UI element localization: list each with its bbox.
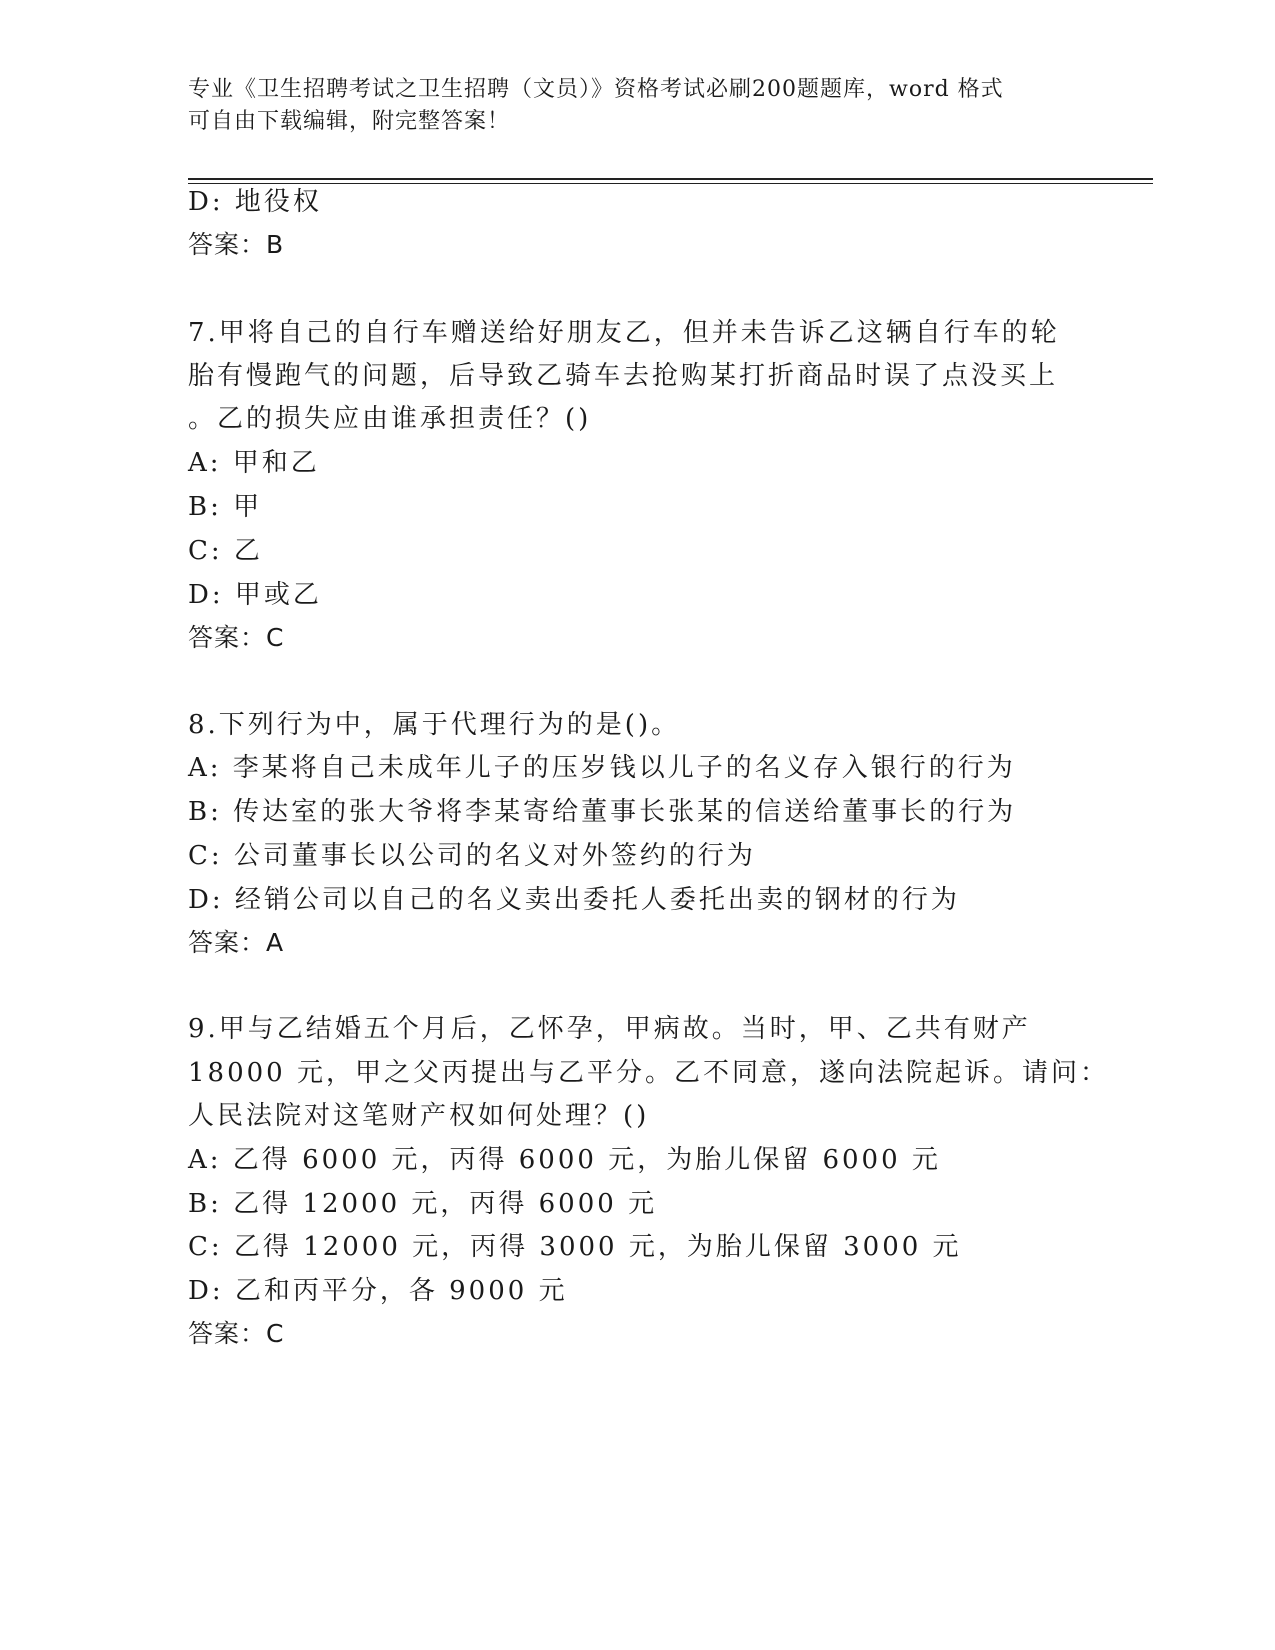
q7-stem-line-1: 7.甲将自己的自行车赠送给好朋友乙，但并未告诉乙这辆自行车的轮 [188,318,1060,348]
q9-option-c: C: 乙得 12000 元，丙得 3000 元，为胎儿保留 3000 元 [188,1232,962,1262]
header-rule-thin [188,183,1153,184]
q9-stem-line-3: 人民法院对这笔财产权如何处理？() [188,1101,650,1131]
q9-option-d: D: 乙和丙平分，各 9000 元 [188,1276,568,1306]
q6-option-d: D: 地役权 [188,187,322,217]
q6-answer: 答案：B [188,230,285,259]
header-title-line-2: 可自由下载编辑，附完整答案！ [188,109,511,134]
q8-option-d: D: 经销公司以自己的名义卖出委托人委托出卖的钢材的行为 [188,885,960,915]
q7-answer: 答案：C [188,623,285,652]
header-rule-thick [188,178,1153,180]
q7-option-c: C: 乙 [188,536,263,566]
q8-option-b: B: 传达室的张大爷将李某寄给董事长张某的信送给董事长的行为 [188,797,1017,827]
q9-option-b: B: 乙得 12000 元，丙得 6000 元 [188,1189,658,1219]
q7-stem-line-3: 。乙的损失应由谁承担责任？() [188,404,592,434]
q8-stem-line-1: 8.下列行为中，属于代理行为的是()。 [188,710,681,740]
q7-option-b: B: 甲 [188,492,263,522]
q7-option-a: A: 甲和乙 [188,448,320,478]
q8-answer: 答案：A [188,928,285,957]
q7-stem-line-2: 胎有慢跑气的问题，后导致乙骑车去抢购某打折商品时误了点没买上 [188,361,1059,391]
document-header [188,74,1088,138]
q9-answer: 答案：C [188,1319,285,1348]
q7-option-d: D: 甲或乙 [188,580,322,610]
q9-stem-line-2: 18000 元，甲之父丙提出与乙平分。乙不同意，遂向法院起诉。请问： [188,1058,1109,1088]
q8-option-a: A: 李某将自己未成年儿子的压岁钱以儿子的名义存入银行的行为 [188,753,1016,783]
q9-option-a: A: 乙得 6000 元，丙得 6000 元，为胎儿保留 6000 元 [188,1145,941,1175]
q8-option-c: C: 公司董事长以公司的名义对外签约的行为 [188,841,756,871]
header-title-line-1: 专业《卫生招聘考试之卫生招聘（文员）》资格考试必刷200题题库，word 格式 [188,77,1004,102]
q9-stem-line-1: 9.甲与乙结婚五个月后，乙怀孕，甲病故。当时，甲、乙共有财产 [188,1014,1031,1044]
